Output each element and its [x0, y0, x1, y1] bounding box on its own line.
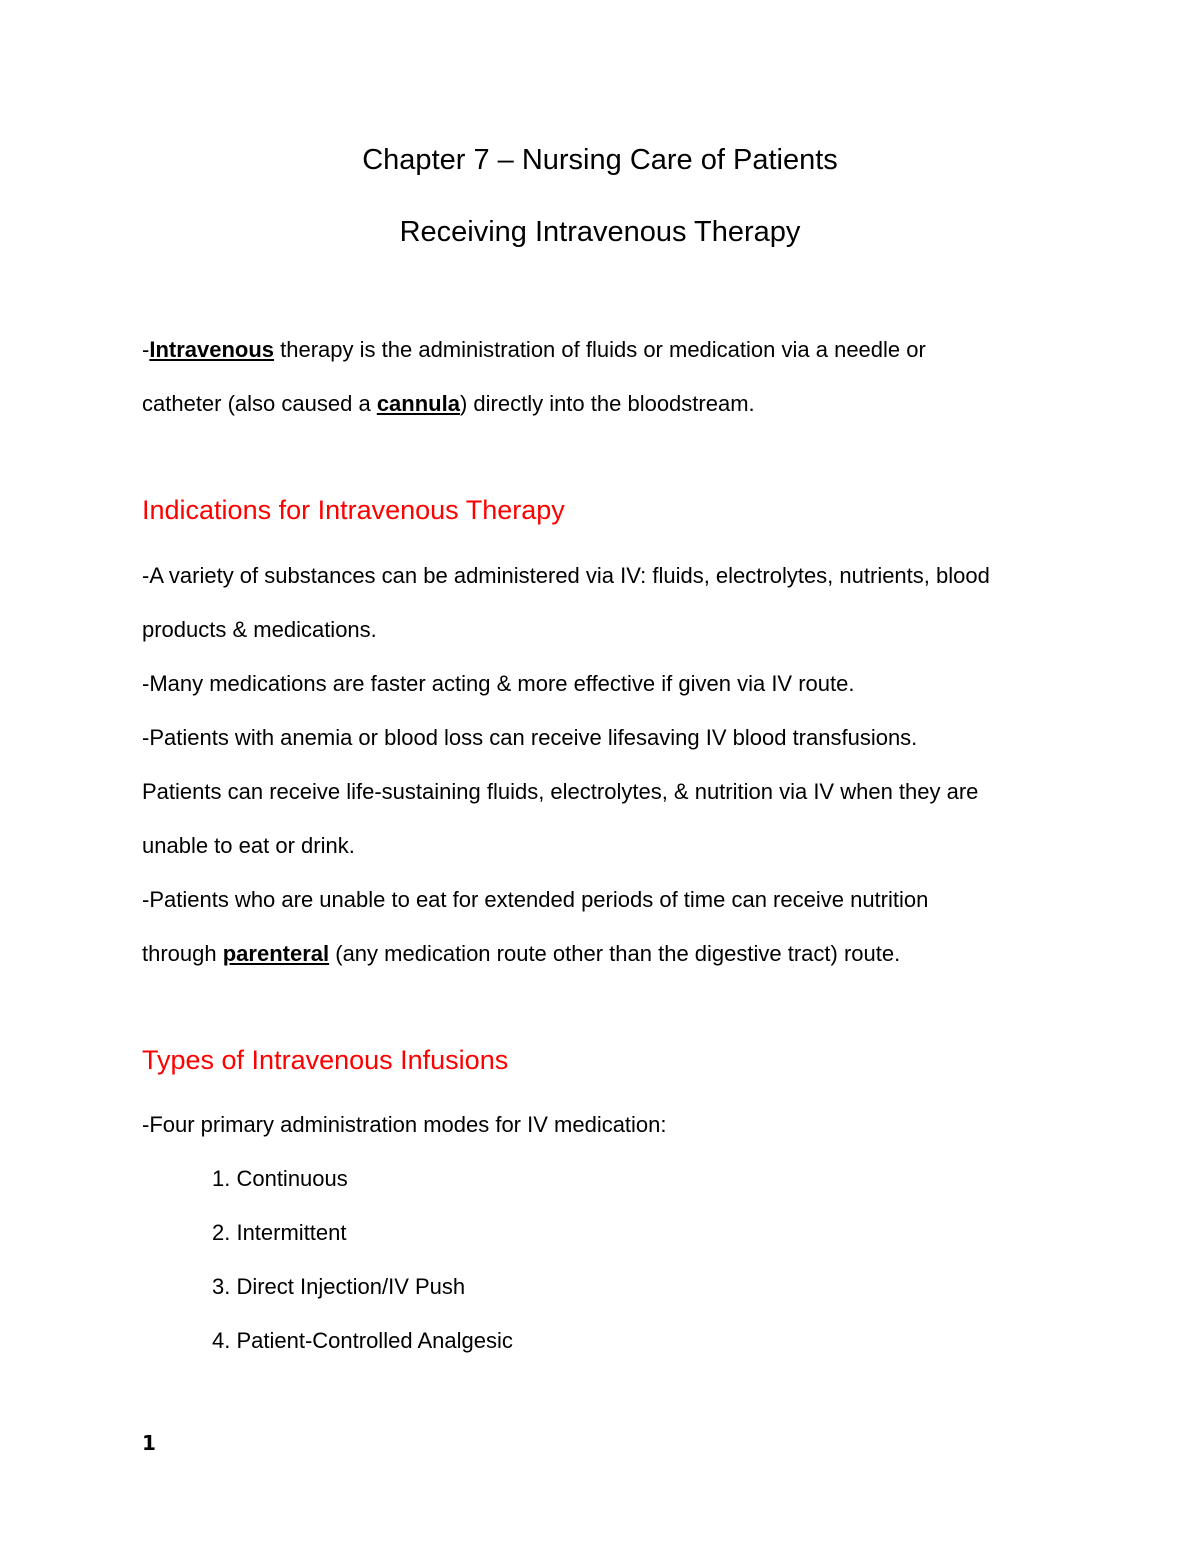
list-item: 1. Continuous [212, 1166, 348, 1191]
indications-line: unable to eat or drink. [142, 833, 355, 858]
intro-line-1 [142, 336, 926, 364]
indications-line: -Patients who are unable to eat for extended periods of time can receive nutrition [142, 887, 929, 912]
intro-line-1-text: therapy is the administration of fluids or medication via a needle or [274, 337, 926, 362]
intro-dash: - [142, 337, 150, 362]
indications-line: Patients can receive life-sustaining fluids, electrolytes, & nutrition via IV when they are [142, 779, 979, 804]
last-line-start: through [142, 941, 223, 966]
term-parenteral: parenteral [222, 941, 330, 966]
indications-line: -A variety of substances can be administered via IV: fluids, electrolytes, nutrients, blood [142, 563, 990, 588]
last-line-end: (any medication route other than the digestive tract) route. [329, 941, 901, 966]
infusions-heading: Types of Intravenous Infusions [142, 1045, 509, 1075]
term-cannula: cannula [376, 391, 460, 416]
indications-heading: Indications for Intravenous Therapy [142, 495, 565, 525]
indications-last-line [142, 940, 900, 968]
term-intravenous: Intravenous [149, 337, 275, 362]
list-item: 2. Intermittent [212, 1220, 347, 1245]
chapter-title: Chapter 7 – Nursing Care of Patients [362, 144, 838, 176]
list-item: 4. Patient-Controlled Analgesic [212, 1328, 513, 1353]
intro-line-2 [142, 390, 755, 418]
intro-line-2-end: ) directly into the bloodstream. [459, 391, 755, 416]
chapter-subtitle: Receiving Intravenous Therapy [399, 216, 801, 248]
page-number: 1 [142, 1431, 156, 1455]
list-item: 3. Direct Injection/IV Push [212, 1274, 466, 1299]
indications-line: products & medications. [142, 617, 377, 642]
indications-line: -Patients with anemia or blood loss can receive lifesaving IV blood transfusions. [142, 725, 918, 750]
indications-line: -Many medications are faster acting & more effective if given via IV route. [142, 671, 855, 696]
infusions-intro: -Four primary administration modes for IV medication: [142, 1112, 667, 1137]
intro-line-2-start: catheter (also caused a [142, 391, 377, 416]
